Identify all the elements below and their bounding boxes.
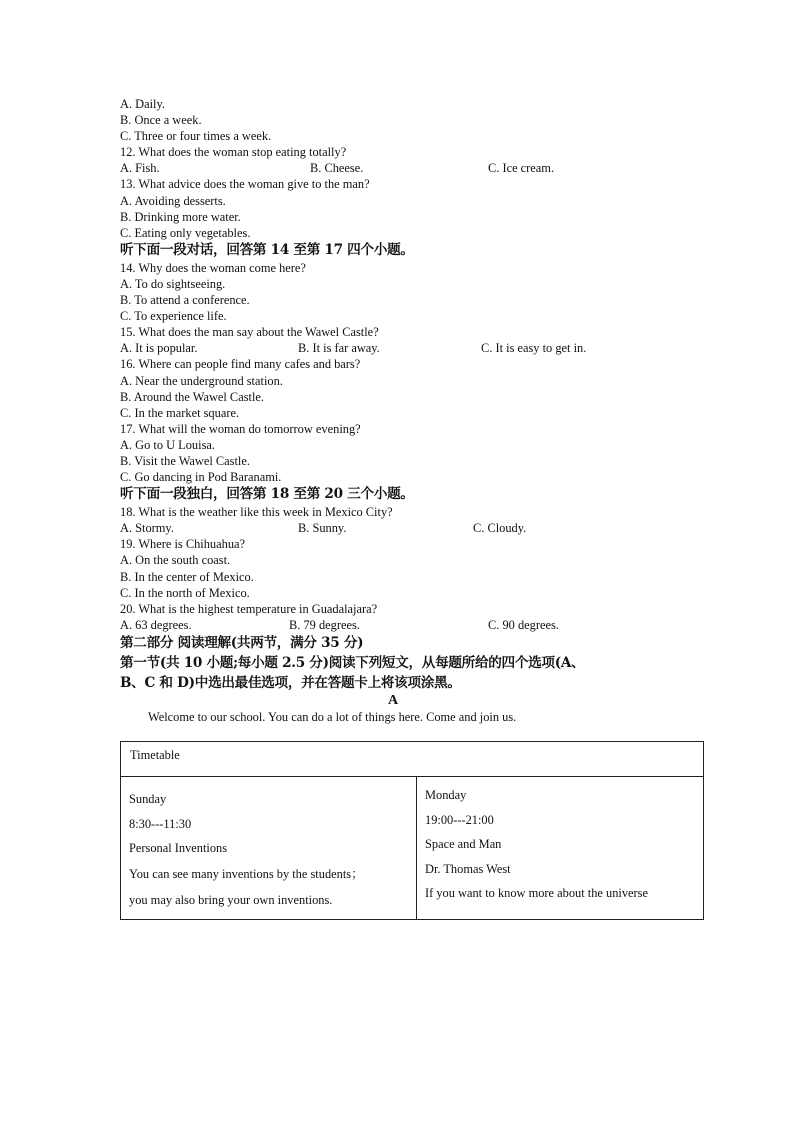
q12-options [120,160,710,176]
q20-options [120,617,710,633]
q14-option-a: A. To do sightseeing. [120,276,226,291]
q12-option-c: C. Ice cream. [488,161,555,176]
q15-question: 15. What does the man say about the Wawel Castle? [120,325,379,340]
q18-option-b: B. Sunny. [298,521,347,536]
section-heading-18-20: 听下面一段独白，回答第 18 至第 20 三个小题。 [120,486,414,503]
q19-option-c: C. In the north of Mexico. [120,585,250,600]
q15-option-b: B. It is far away. [298,341,380,356]
q13-option-c: C. Eating only vegetables. [120,225,251,240]
sunday-desc-line1: You can see many inventions by the students； [129,866,364,881]
q12-option-a: A. Fish. [120,161,160,176]
part2-instruction-line2: B、C 和 D)中选出最佳选项，并在答题卡上将该项涂黑。 [120,674,461,691]
q20-option-a: A. 63 degrees. [120,617,192,632]
q13-option-b: B. Drinking more water. [120,209,241,224]
q15-option-a: A. It is popular. [120,341,198,356]
part2-instruction-line1: 第一节(共 10 小题;每小题 2.5 分)阅读下列短文，从每题所给的四个选项(A、 [120,654,585,671]
q16-option-b: B. Around the Wawel Castle. [120,389,264,404]
sunday-topic: Personal Inventions [129,841,228,855]
q12-option-b: B. Cheese. [310,161,364,176]
exam-page [120,96,710,726]
q18-option-c: C. Cloudy. [473,521,527,536]
timetable-sunday-cell [121,777,417,920]
q11-option-b: B. Once a week. [120,113,202,128]
timetable [120,741,704,920]
monday-desc-line1: If you want to know more about the universe [425,886,648,900]
q11-option-a: A. Daily. [120,97,165,111]
q13-question: 13. What advice does the woman give to the man? [120,177,370,192]
monday-day: Monday [425,788,467,802]
q17-question: 17. What will the woman do tomorrow evening? [120,421,361,436]
q18-question: 18. What is the weather like this week in Mexico City? [120,505,393,520]
q13-option-a: A. Avoiding desserts. [120,193,226,208]
q20-option-c: C. 90 degrees. [488,617,559,632]
q19-option-b: B. In the center of Mexico. [120,569,254,584]
sunday-desc-line2: you may also bring your own inventions. [129,892,333,907]
q11-option-c: C. Three or four times a week. [120,129,272,144]
sunday-day: Sunday [129,792,167,806]
q17-option-b: B. Visit the Wawel Castle. [120,453,250,468]
monday-topic: Space and Man [425,837,502,851]
q14-option-b: B. To attend a conference. [120,293,250,308]
q19-option-a: A. On the south coast. [120,553,231,568]
q20-option-b: B. 79 degrees. [289,617,360,632]
q14-question: 14. Why does the woman come here? [120,260,306,275]
q14-option-c: C. To experience life. [120,309,227,324]
q16-option-a: A. Near the underground station. [120,373,283,388]
q17-option-a: A. Go to U Louisa. [120,437,215,452]
q15-options [120,340,710,356]
monday-time: 19:00---21:00 [425,812,494,827]
q18-option-a: A. Stormy. [120,521,174,536]
q17-option-c: C. Go dancing in Pod Baranami. [120,470,282,485]
q12-question: 12. What does the woman stop eating totally? [120,145,347,160]
monday-speaker: Dr. Thomas West [425,861,511,876]
passage-intro: Welcome to our school. You can do a lot of things here. Come and join us. [148,709,517,724]
q20-question: 20. What is the highest temperature in Guadalajara? [120,601,378,616]
passage-letter: A [387,692,399,708]
q16-option-c: C. In the market square. [120,405,240,420]
timetable-title: Timetable [121,742,704,777]
q19-question: 19. Where is Chihuahua? [120,537,246,552]
q15-option-c: C. It is easy to get in. [481,341,587,356]
part2-title: 第二部分 阅读理解(共两节，满分 35 分) [120,634,364,651]
section-heading-14-17: 听下面一段对话，回答第 14 至第 17 四个小题。 [120,241,414,258]
timetable-monday-cell [417,777,704,920]
sunday-time: 8:30---11:30 [129,816,192,831]
q18-options [120,520,710,536]
q16-question: 16. Where can people find many cafes and bars? [120,357,361,372]
